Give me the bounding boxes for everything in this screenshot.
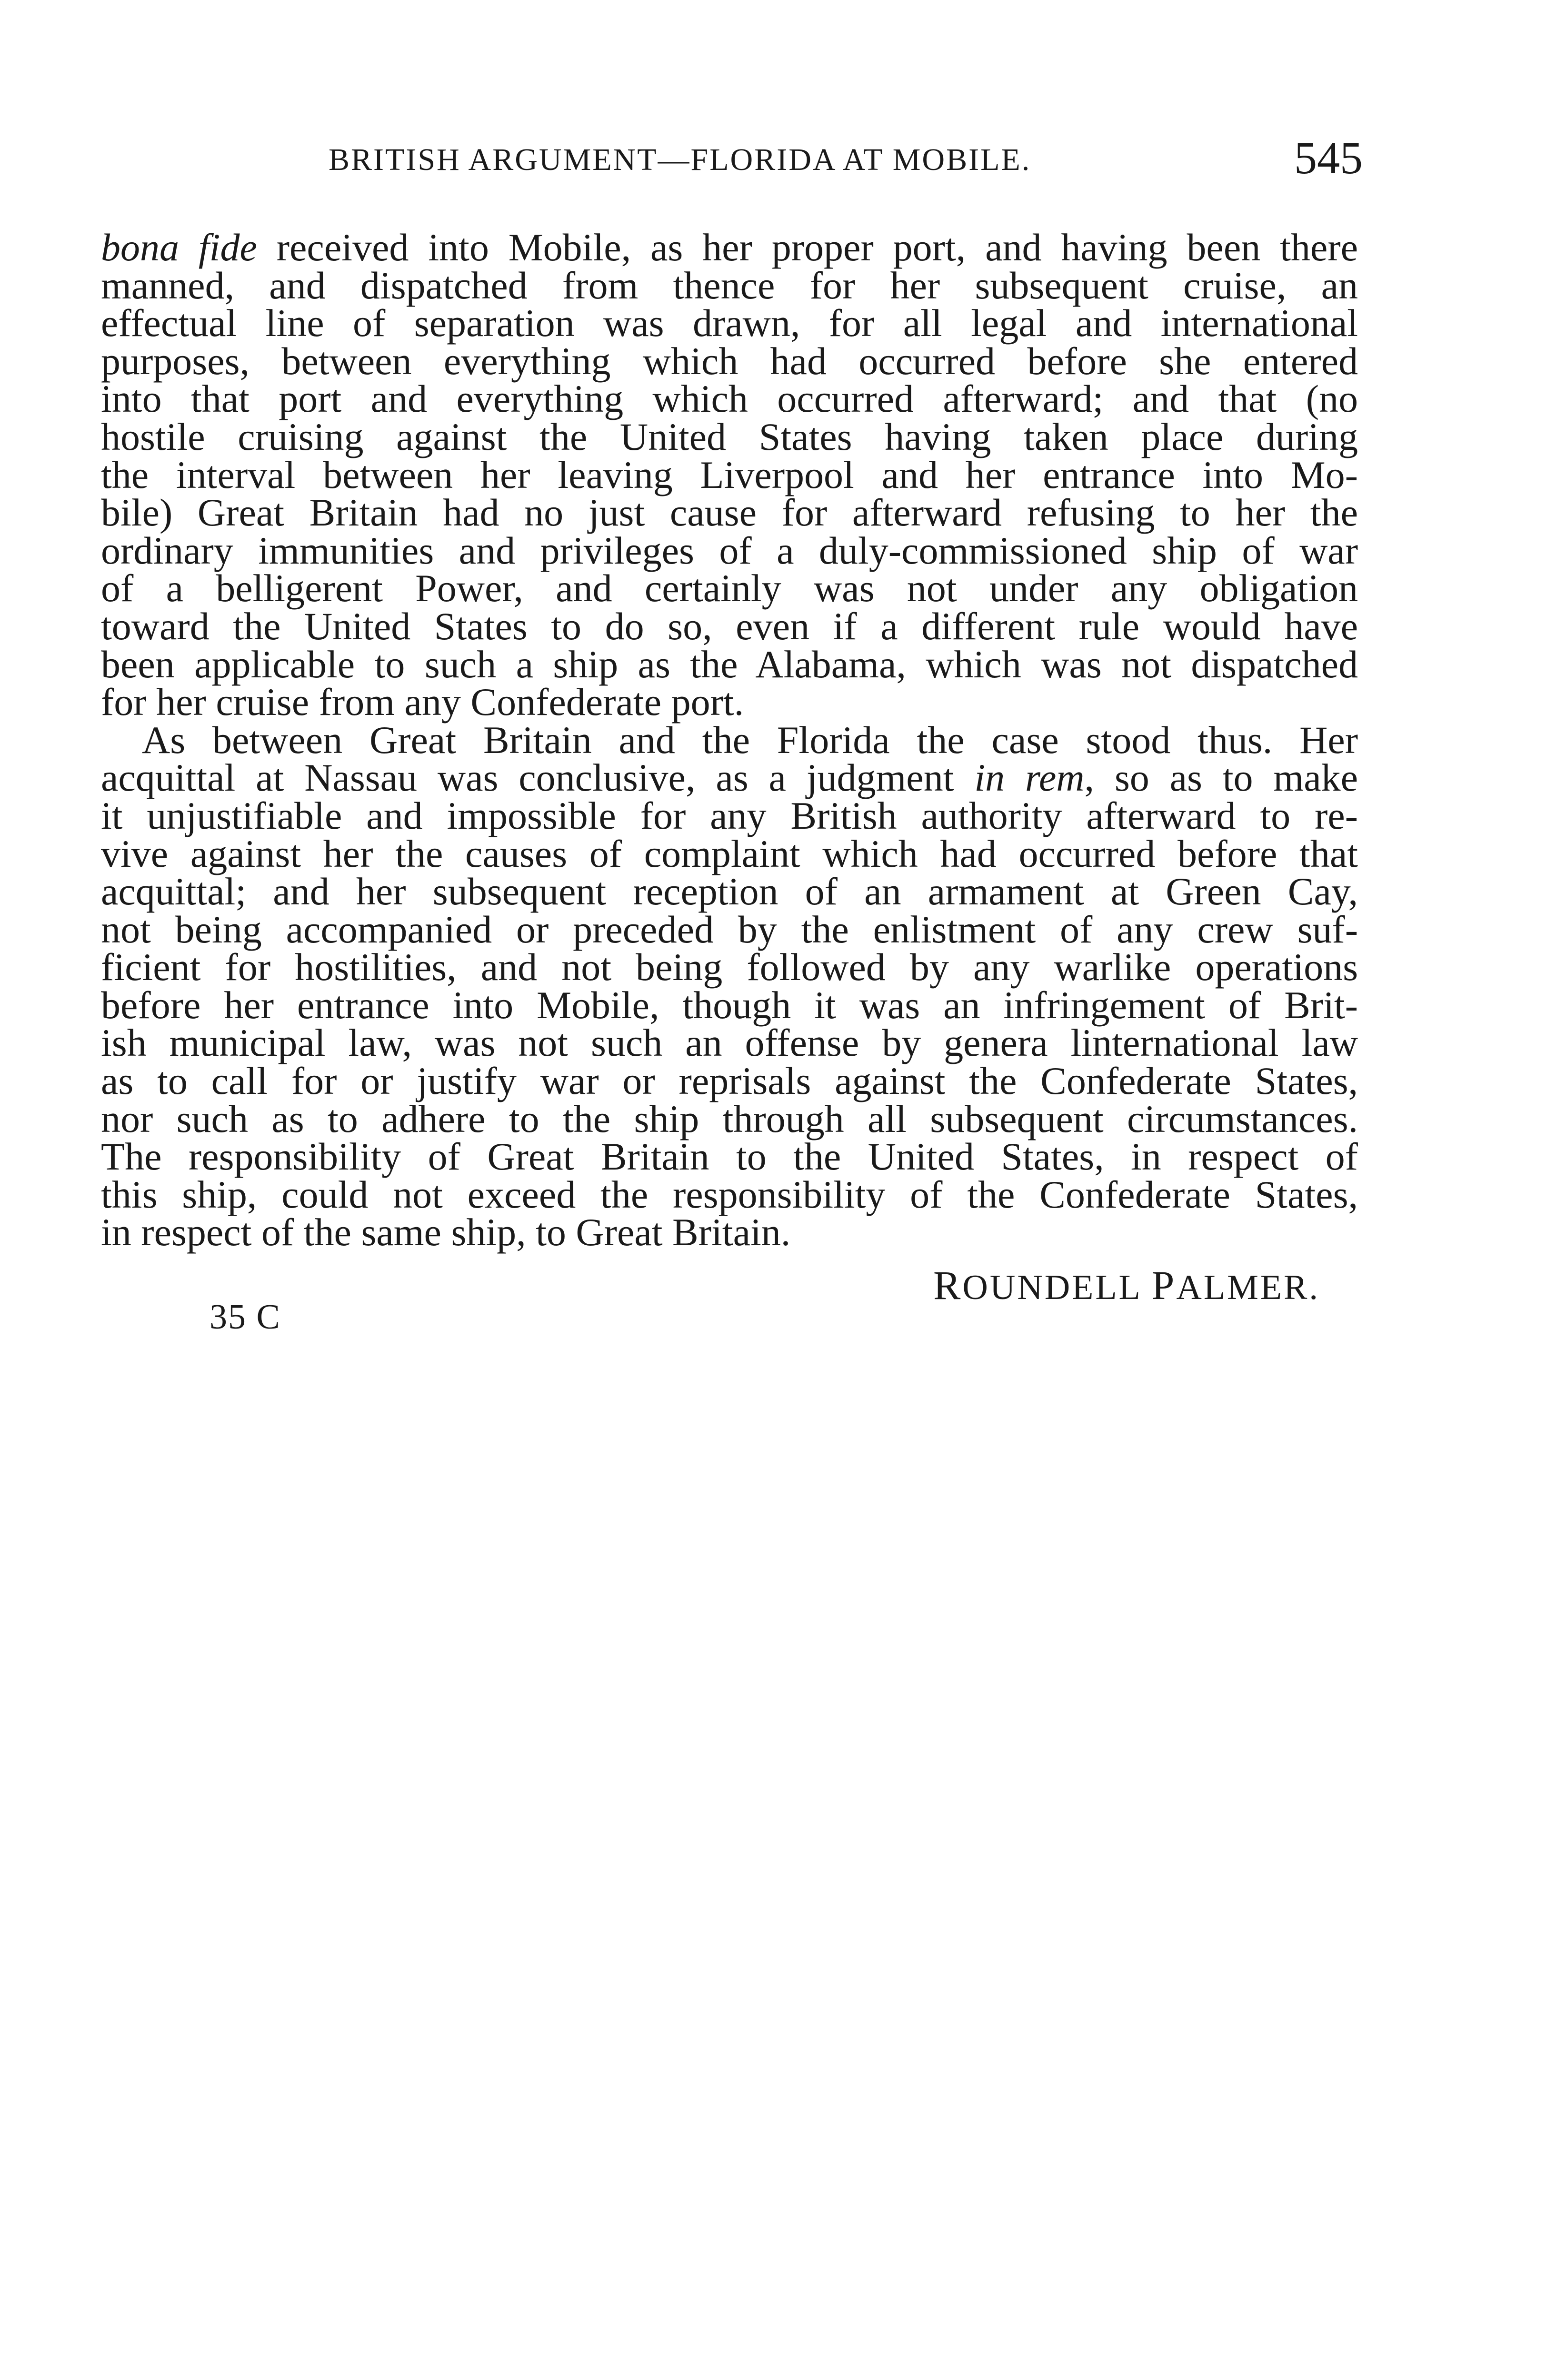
text-run: received into Mobile, as her proper port, and having been there bbox=[257, 226, 1358, 269]
text-line: this ship, could not exceed the responsibility of the Confederate States, bbox=[101, 1172, 1358, 1216]
italic-phrase: in rem bbox=[974, 756, 1085, 800]
text-line: toward the United States to do so, even if a different rule would have bbox=[101, 604, 1358, 648]
text-line: manned, and dispatched from thence for her subsequent cruise, an bbox=[101, 263, 1358, 307]
text-line: for her cruise from any Confederate port. bbox=[101, 680, 744, 724]
text-line: ficient for hostilities, and not being followed by any warlike operations bbox=[101, 945, 1358, 989]
italic-phrase: bona fide bbox=[101, 226, 257, 269]
text-line: ish municipal law, was not such an offense by genera linternational law bbox=[101, 1021, 1358, 1065]
text-line: been applicable to such a ship as the Alabama, which was not dispatched bbox=[101, 642, 1358, 686]
text-line: vive against her the causes of complaint which had occurred before that bbox=[101, 832, 1358, 875]
text-line: hostile cruising against the United States having taken place during bbox=[101, 415, 1358, 458]
text-line: The responsibility of Great Britain to the United States, in respect of bbox=[101, 1135, 1358, 1179]
signature-initial: R bbox=[933, 1262, 963, 1308]
paragraph-2 bbox=[101, 718, 1358, 1254]
paragraph-1 bbox=[101, 226, 1358, 724]
text-run: , so as to make bbox=[1084, 756, 1358, 800]
text-line: effectual line of separation was drawn, for all legal and international bbox=[101, 301, 1358, 345]
signature-part: ALMER. bbox=[1176, 1268, 1320, 1307]
text-line: nor such as to adhere to the ship through all subsequent circumstances. bbox=[101, 1097, 1358, 1140]
signature-mark: 35 C bbox=[210, 1298, 281, 1337]
text-line: in respect of the same ship, to Great Britain. bbox=[101, 1210, 791, 1254]
text-line: ordinary immunities and privileges of a duly-commissioned ship of war bbox=[101, 528, 1358, 572]
text-line: of a belligerent Power, and certainly was not under any obligation bbox=[101, 566, 1358, 610]
text-line: the interval between her leaving Liverpool and her entrance into Mo- bbox=[101, 453, 1358, 496]
text-line bbox=[101, 228, 1358, 267]
text-line: before her entrance into Mobile, though it was an infringement of Brit- bbox=[101, 983, 1358, 1027]
signature-part: OUNDELL bbox=[962, 1268, 1141, 1307]
text-line: acquittal; and her subsequent reception of an armament at Green Cay, bbox=[101, 870, 1358, 913]
running-head: BRITISH ARGUMENT—FLORIDA AT MOBILE. bbox=[329, 142, 1031, 177]
text-run: acquittal at Nassau was conclusive, as a judgment bbox=[101, 756, 975, 800]
body-text bbox=[101, 226, 1358, 1254]
text-line: into that port and everything which occurred afterward; and that (no bbox=[101, 377, 1358, 421]
text-line bbox=[101, 756, 1358, 800]
text-line: purposes, between everything which had occurred before she entered bbox=[101, 339, 1358, 383]
text-line: not being accompanied or preceded by the enlistment of any crew suf- bbox=[101, 907, 1358, 951]
page-number: 545 bbox=[1294, 132, 1363, 183]
text-line: as to call for or justify war or reprisals against the Confederate States, bbox=[101, 1059, 1358, 1103]
signature-initial: P bbox=[1151, 1262, 1177, 1308]
text-line: As between Great Britain and the Florida the case stood thus. Her bbox=[142, 718, 1358, 762]
signature bbox=[933, 1261, 1320, 1309]
text-line: it unjustifiable and impossible for any British authority afterward to re- bbox=[101, 793, 1358, 837]
text-line: bile) Great Britain had no just cause for afterward refusing to her the bbox=[101, 491, 1358, 535]
